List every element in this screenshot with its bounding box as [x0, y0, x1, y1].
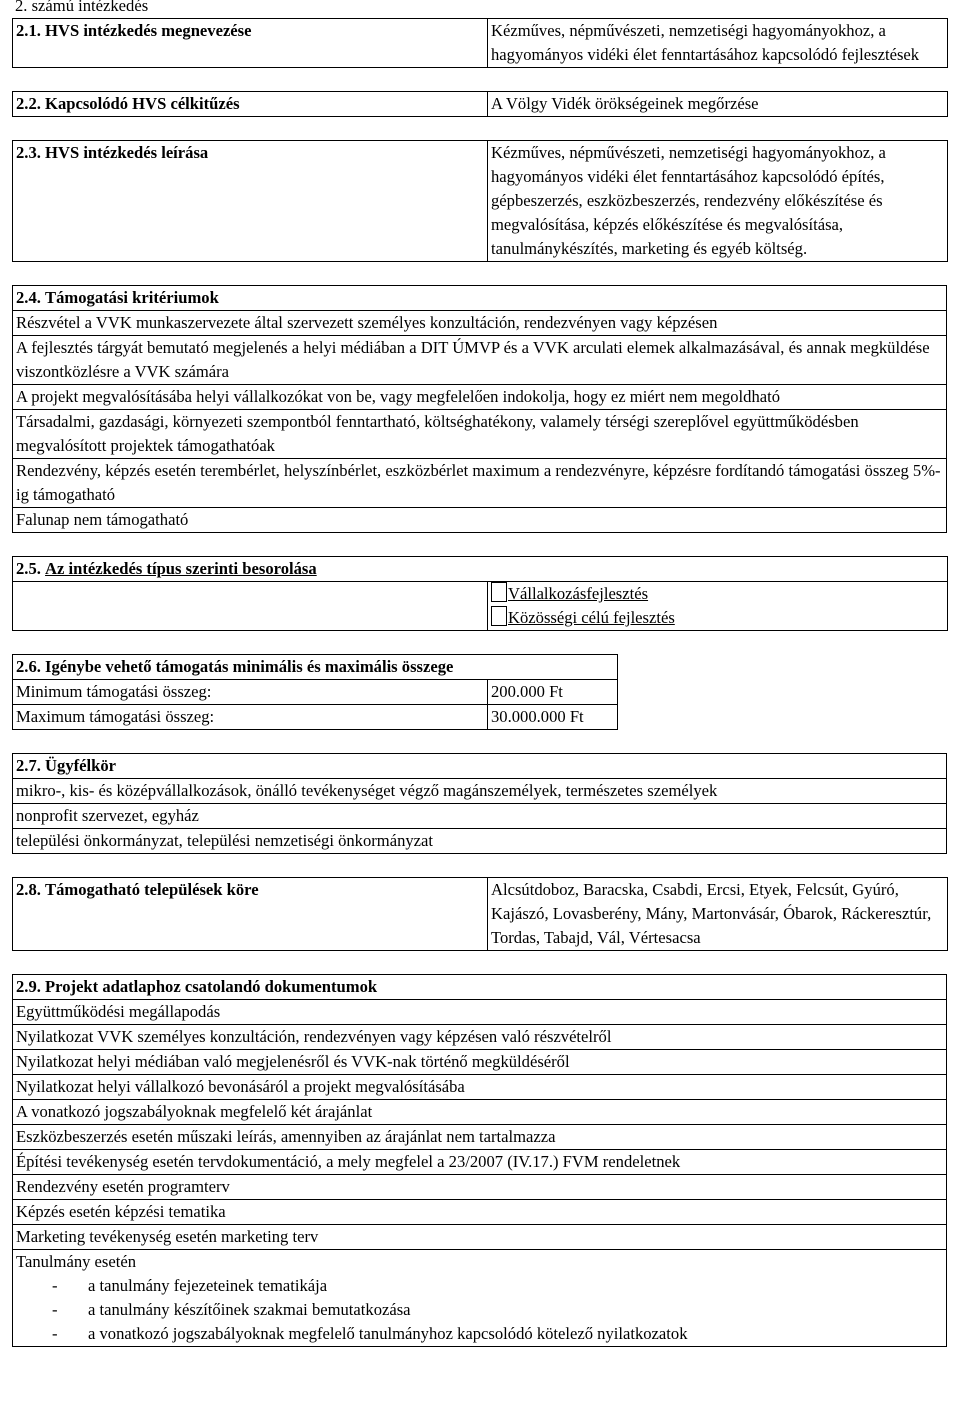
max-amount-value: 30.000.000 Ft [488, 705, 618, 730]
client-item: mikro-, kis- és középvállalkozások, önálló tevékenységet végző magánszemélyek, természetes személyek [13, 779, 947, 804]
criteria-item: Rendezvény, képzés esetén terembérlet, helyszínbérlet, eszközbérlet maximum a rendezvényre, képzésre fordítandó támogatási összeg 5%-ig támogatható [13, 459, 947, 508]
section-2-8-label: 2.8. Támogatható települések köre [13, 878, 488, 951]
study-sub-item: - a vonatkozó jogszabályoknak megfelelő tanulmányhoz kapcsolódó kötelező nyilatkozatok [52, 1324, 688, 1343]
option-vallalkozasfejlesztes[interactable]: Vállalkozásfejlesztés [491, 582, 944, 606]
section-2-7 [12, 753, 947, 854]
criteria-item: A projekt megvalósításába helyi vállalkozókat von be, vagy megfelelően indokolja, hogy ez miért nem megoldható [13, 385, 947, 410]
section-2-5-heading: 2.5. Az intézkedés típus szerinti besorolása [13, 557, 948, 582]
section-2-8 [12, 877, 948, 951]
section-2-3-label: 2.3. HVS intézkedés leírása [13, 141, 488, 262]
criteria-item: Falunap nem támogatható [13, 508, 947, 533]
document-title: 2. számú intézkedés [15, 0, 149, 15]
section-2-5 [12, 556, 948, 631]
section-2-3 [12, 140, 948, 262]
checkbox-icon[interactable] [491, 582, 507, 602]
section-2-2-value: A Völgy Vidék örökségeinek megőrzése [488, 92, 948, 117]
document-item: Nyilatkozat VVK személyes konzultáción, rendezvényen vagy képzésen való részvételről [13, 1025, 947, 1050]
section-2-3-value: Kézműves, népművészeti, nemzetiségi hagyományokhoz, a hagyományos vidéki élet fenntartásához kapcsolódó építés, gépbeszerzés, eszközbeszerzés, rendezvény előkészítése és megvalósítása, képzés előkészítése és megvalósítása, tanulmánykészítés, marketing és egyéb költség. [488, 141, 948, 262]
criteria-item: A fejlesztés tárgyát bemutató megjelenés a helyi médiában a DIT ÚMVP és a VVK arculati elemek alkalmazásával, és annak megküldése viszontközlésre a VVK számára [13, 336, 947, 385]
max-amount-label: Maximum támogatási összeg: [13, 705, 488, 730]
document-item: Képzés esetén képzési tematika [13, 1200, 947, 1225]
document-item: Rendezvény esetén programterv [13, 1175, 947, 1200]
document-item: Együttműködési megállapodás [13, 1000, 947, 1025]
section-2-1-value: Kézműves, népművészeti, nemzetiségi hagyományokhoz, a hagyományos vidéki élet fenntartásához kapcsolódó fejlesztések [488, 19, 948, 68]
section-2-6-heading: 2.6. Igénybe vehető támogatás minimális és maximális összege [13, 655, 618, 680]
client-item: települési önkormányzat, települési nemzetiségi önkormányzat [13, 829, 947, 854]
section-2-7-heading: 2.7. Ügyfélkör [13, 754, 947, 779]
study-sub-item: - a tanulmány készítőinek szakmai bemutatkozása [52, 1300, 411, 1319]
classification-options [488, 582, 948, 631]
section-2-1-label: 2.1. HVS intézkedés megnevezése [13, 19, 488, 68]
criteria-item: Részvétel a VVK munkaszervezete által szervezett személyes konzultáción, rendezvényen vagy képzésen [13, 311, 947, 336]
section-2-4 [12, 285, 947, 533]
section-2-2-label: 2.2. Kapcsolódó HVS célkitűzés [13, 92, 488, 117]
min-amount-label: Minimum támogatási összeg: [13, 680, 488, 705]
checkbox-icon[interactable] [491, 606, 507, 626]
criteria-item: Társadalmi, gazdasági, környezeti szempontból fenntartható, költséghatékony, valamely térségi szereplővel együttműködésben megvalósított projektek támogathatóak [13, 410, 947, 459]
option-kozossegi-celu-fejlesztes[interactable]: Közösségi célú fejlesztés [491, 606, 944, 630]
section-2-6 [12, 654, 948, 730]
section-2-2 [12, 91, 948, 117]
document-item: Nyilatkozat helyi vállalkozó bevonásáról a projekt megvalósításába [13, 1075, 947, 1100]
document-item: Marketing tevékenység esetén marketing terv [13, 1225, 947, 1250]
document-item: A vonatkozó jogszabályoknak megfelelő két árajánlat [13, 1100, 947, 1125]
section-2-9-heading: 2.9. Projekt adatlaphoz csatolandó dokumentumok [13, 975, 947, 1000]
section-2-4-heading: 2.4. Támogatási kritériumok [13, 286, 947, 311]
section-2-8-value: Alcsútdoboz, Baracska, Csabdi, Ercsi, Etyek, Felcsút, Gyúró, Kajászó, Lovasberény, Mány, Martonvásár, Óbarok, Ráckeresztúr, Tordas, Tabajd, Vál, Vértesacsa [488, 878, 948, 951]
section-2-9 [12, 974, 947, 1347]
document-item: Építési tevékenység esetén tervdokumentáció, a mely megfelel a 23/2007 (IV.17.) FVM rendeletnek [13, 1150, 947, 1175]
study-sub-item: - a tanulmány fejezeteinek tematikája [52, 1276, 328, 1295]
document-page [12, 0, 947, 1347]
min-amount-value: 200.000 Ft [488, 680, 618, 705]
document-item: Eszközbeszerzés esetén műszaki leírás, amennyiben az árajánlat nem tartalmazza [13, 1125, 947, 1150]
section-2-1 [12, 18, 948, 68]
client-item: nonprofit szervezet, egyház [13, 804, 947, 829]
document-item: Nyilatkozat helyi médiában való megjelenésről és VVK-nak történő megküldéséről [13, 1050, 947, 1075]
document-item-study: Tanulmány esetén - a tanulmány fejezeteinek tematikája - a tanulmány készítőinek szakmai bemutatkozása - a vonatkozó jogszabályoknak megfelelő tanulmányhoz kapcsolódó kötelező nyilatkozatok [13, 1250, 947, 1347]
